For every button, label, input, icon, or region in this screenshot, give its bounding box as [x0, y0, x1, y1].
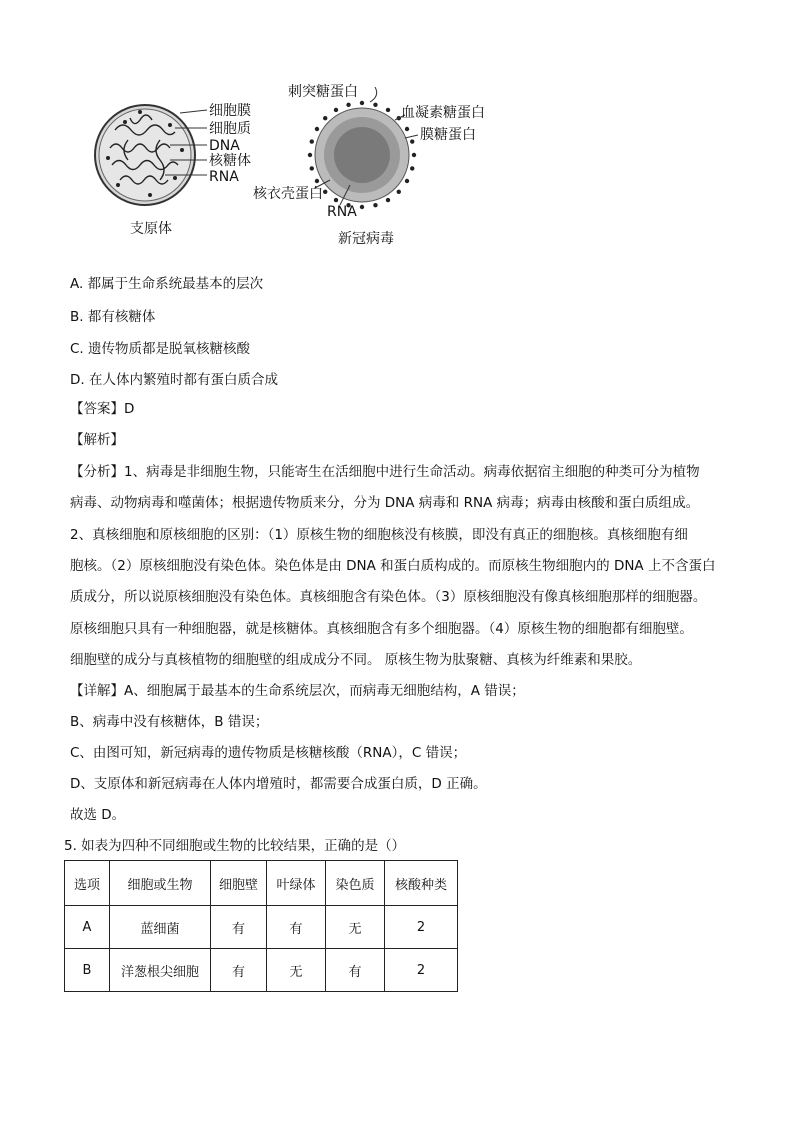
option-c: C. 遗传物质都是脱氧核糖核酸 — [70, 341, 251, 357]
analysis-line-3: 2、真核细胞和原核细胞的区别：（1）原核生物的细胞核没有核膜，即没有真正的细胞核。真核细胞有细 — [70, 527, 688, 543]
table-header-row — [65, 861, 458, 906]
figure-mycoplasma-virus — [0, 0, 794, 255]
table-cell: 无 — [326, 906, 385, 949]
table-row — [65, 906, 458, 949]
analysis-line-1: 【分析】1、病毒是非细胞生物，只能寄生在活细胞中进行生命活动。病毒依据宿主细胞的种类可分为植物 — [70, 464, 700, 480]
label-cytoplasm: 细胞质 — [209, 121, 251, 137]
table-cell: 有 — [326, 949, 385, 992]
label-ribosome: 核糖体 — [209, 153, 251, 169]
virus-spike — [405, 179, 409, 183]
analysis-line-6: 原核细胞只具有一种细胞器，就是核糖体。真核细胞含有多个细胞器。（4）原核生物的细胞都有细胞壁。 — [70, 621, 693, 637]
virus-spike — [323, 190, 327, 194]
detail-line-c: C、由图可知，新冠病毒的遗传物质是核糖核酸（RNA），C 错误； — [70, 745, 467, 761]
analysis-line-4: 胞核。（2）原核细胞没有染色体。染色体是由 DNA 和蛋白质构成的。而原核生物细胞内的 DNA 上不含蛋白 — [70, 558, 716, 574]
virus-spike — [410, 139, 414, 143]
virus-spike — [412, 153, 416, 157]
option-b: B. 都有核糖体 — [70, 309, 156, 325]
virus-spike — [386, 108, 390, 112]
question-5: 5. 如表为四种不同细胞或生物的比较结果，正确的是（） — [64, 838, 406, 854]
label-hemagglutinin: 血凝素糖蛋白 — [401, 105, 485, 121]
table-cell: 蓝细菌 — [110, 906, 211, 949]
table-cell: 有 — [267, 906, 326, 949]
table-cell: 2 — [385, 949, 458, 992]
table-cell: A — [65, 906, 110, 949]
table-cell: B — [65, 949, 110, 992]
virus-spike — [334, 198, 338, 202]
virus-spike — [310, 139, 314, 143]
table-header: 核酸种类 — [385, 861, 458, 906]
detail-line-d: D、支原体和新冠病毒在人体内增殖时，都需要合成蛋白质，D 正确。 — [70, 776, 487, 792]
table-header: 细胞壁 — [211, 861, 267, 906]
caption-mycoplasma: 支原体 — [130, 221, 172, 237]
virus-spike — [397, 190, 401, 194]
table-cell: 2 — [385, 906, 458, 949]
table-cell: 无 — [267, 949, 326, 992]
virus-spike — [346, 103, 350, 107]
detail-line-a: 【详解】A、细胞属于最基本的生命系统层次，而病毒无细胞结构，A 错误； — [70, 683, 525, 699]
label-rna-mycoplasma: RNA — [209, 169, 239, 185]
table-cell: 洋葱根尖细胞 — [110, 949, 211, 992]
virus-spike — [386, 198, 390, 202]
analysis-line-7: 细胞壁的成分与真核植物的细胞壁的组成成分不同。 原核生物为肽聚糖、真核为纤维素和果胶。 — [70, 652, 642, 668]
table-cell: 有 — [211, 906, 267, 949]
virus-spike — [410, 166, 414, 170]
option-a: A. 都属于生命系统最基本的层次 — [70, 276, 264, 292]
virus-spike — [315, 127, 319, 131]
table-header: 细胞或生物 — [110, 861, 211, 906]
answer-value: D — [124, 401, 135, 417]
table-cell: 有 — [211, 949, 267, 992]
detail-line-b: B、病毒中没有核糖体，B 错误； — [70, 714, 269, 730]
analysis-line-5: 质成分，所以说原核细胞没有染色体。真核细胞含有染色体。（3）原核细胞没有像真核细胞那样的细胞器。 — [70, 589, 707, 605]
virus-spike — [373, 103, 377, 107]
analysis-line-2: 病毒、动物病毒和噬菌体；根据遗传物质来分，分为 DNA 病毒和 RNA 病毒；病毒由核酸和蛋白质组成。 — [70, 495, 700, 511]
conclusion-line: 故选 D。 — [70, 807, 126, 823]
answer-line — [70, 399, 134, 419]
label-rna-virus: RNA — [327, 204, 357, 220]
table-header: 叶绿体 — [267, 861, 326, 906]
label-nucleocapsid: 核衣壳蛋白 — [253, 186, 323, 202]
table-row — [65, 949, 458, 992]
virus-spike — [360, 205, 364, 209]
virus-spike — [360, 101, 364, 105]
label-dna: DNA — [209, 138, 240, 154]
label-membrane-glycoprotein: 膜糖蛋白 — [420, 127, 476, 143]
table-header: 染色质 — [326, 861, 385, 906]
analysis-heading: 【解析】 — [70, 432, 124, 448]
table-header: 选项 — [65, 861, 110, 906]
label-spike-glycoprotein: 刺突糖蛋白 — [288, 84, 358, 100]
virus-spike — [405, 127, 409, 131]
virus-spike — [323, 116, 327, 120]
virus-spike — [308, 153, 312, 157]
caption-virus: 新冠病毒 — [338, 231, 394, 247]
answer-label: 【答案】 — [70, 401, 124, 417]
option-d: D. 在人体内繁殖时都有蛋白质合成 — [70, 372, 278, 388]
virus-spike — [315, 179, 319, 183]
virus-spike — [310, 166, 314, 170]
virus-spike — [373, 203, 377, 207]
virus-spike — [334, 108, 338, 112]
comparison-table — [64, 860, 458, 992]
mycoplasma-illustration — [95, 105, 207, 205]
label-cell-membrane: 细胞膜 — [209, 103, 251, 119]
